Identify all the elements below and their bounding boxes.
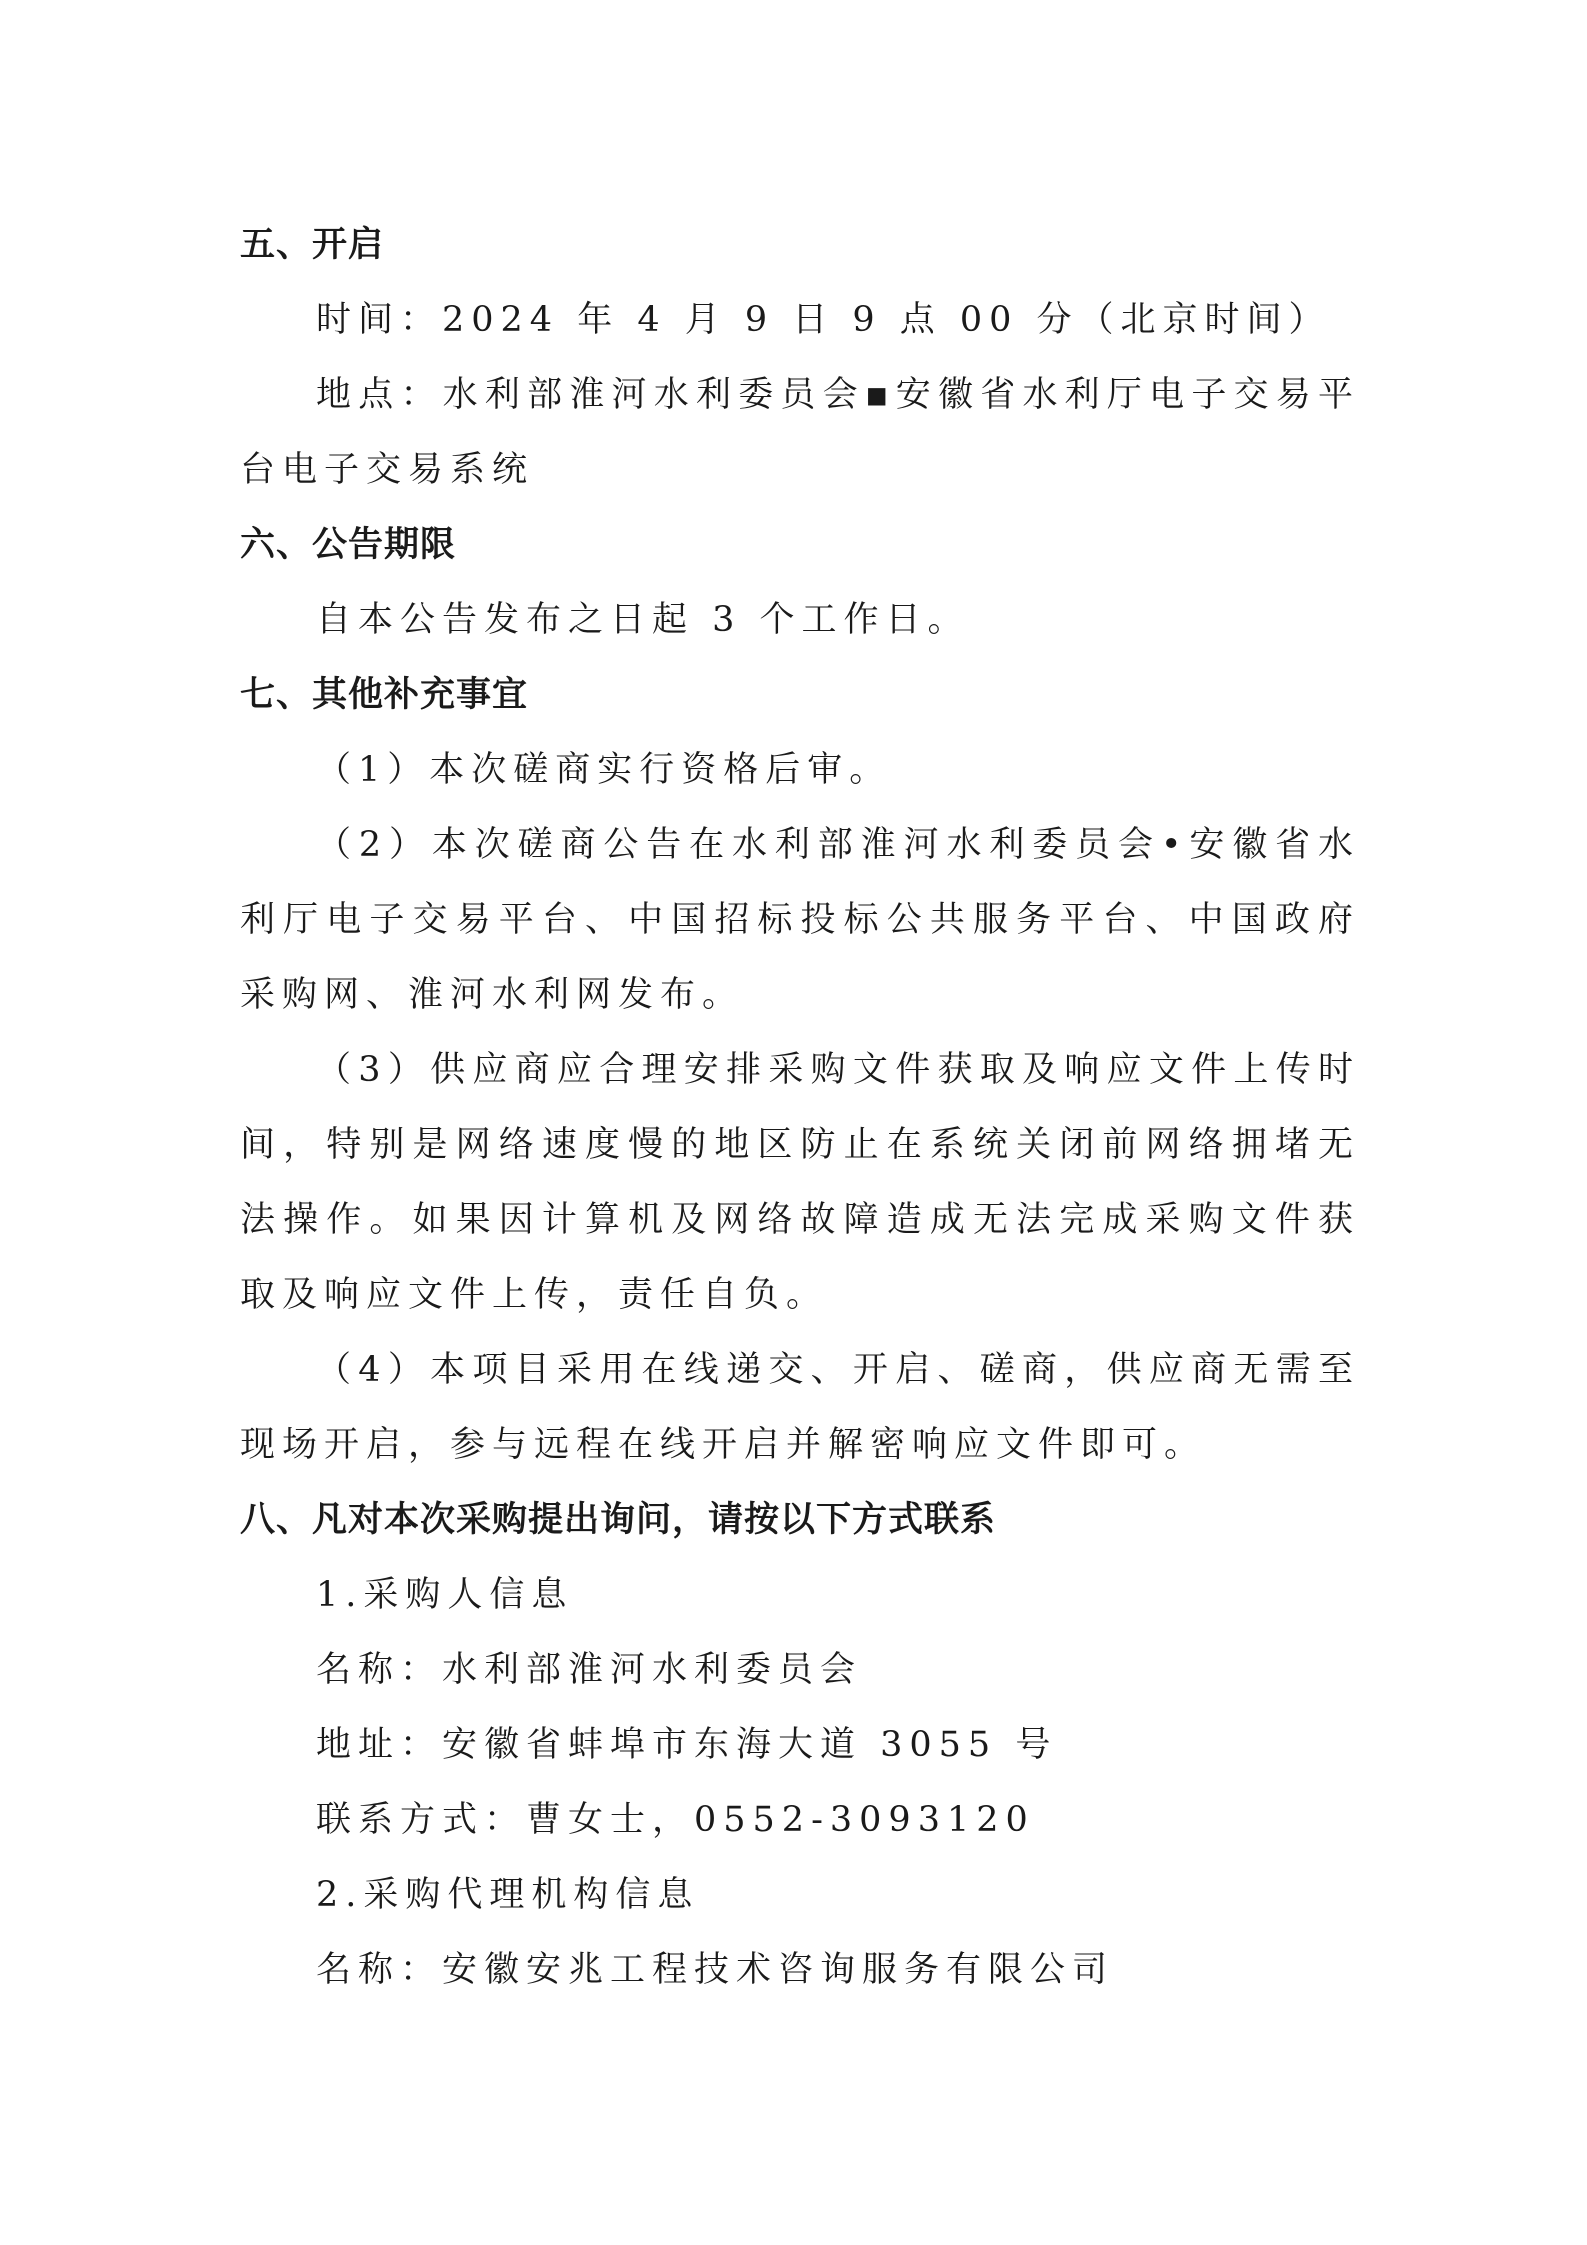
purchaser-name: 名称：水利部淮河水利委员会: [316, 1650, 863, 1690]
purchaser-address: 地址：安徽省蚌埠市东海大道 3055 号: [316, 1725, 1058, 1765]
purchaser-contact: 联系方式：曹女士，0552-3093120: [316, 1800, 1035, 1840]
agency-info-title: 2.采购代理机构信息: [316, 1875, 700, 1915]
opening-place: 地点：水利部淮河水利委员会▪安徽省水利厅电子交易平台电子交易系统: [240, 375, 1360, 490]
supplementary-item-1: （1）本次磋商实行资格后审。: [316, 750, 892, 790]
purchaser-info-title: 1.采购人信息: [316, 1575, 574, 1615]
document-page: [240, 208, 1360, 2008]
section-6-heading: 六、公告期限: [240, 525, 457, 565]
supplementary-item-3: （3）供应商应合理安排采购文件获取及响应文件上传时间，特别是网络速度慢的地区防止在系统关闭前网络拥堵无法操作。如果因计算机及网络故障造成无法完成采购文件获取及响应文件上传，责任自负。: [240, 1050, 1360, 1315]
supplementary-item-2: （2）本次磋商公告在水利部淮河水利委员会•安徽省水利厅电子交易平台、中国招标投标公共服务平台、中国政府采购网、淮河水利网发布。: [240, 825, 1360, 1015]
supplementary-item-4: （4）本项目采用在线递交、开启、磋商，供应商无需至现场开启，参与远程在线开启并解密响应文件即可。: [240, 1350, 1360, 1465]
announcement-period: 自本公告发布之日起 3 个工作日。: [316, 600, 970, 640]
opening-time: 时间：2024 年 4 月 9 日 9 点 00 分（北京时间）: [316, 300, 1331, 340]
section-8-heading: 八、凡对本次采购提出询问，请按以下方式联系: [240, 1500, 997, 1540]
section-5-heading: 五、开启: [240, 225, 385, 265]
section-7-heading: 七、其他补充事宜: [240, 675, 529, 715]
agency-name: 名称：安徽安兆工程技术咨询服务有限公司: [316, 1950, 1115, 1990]
